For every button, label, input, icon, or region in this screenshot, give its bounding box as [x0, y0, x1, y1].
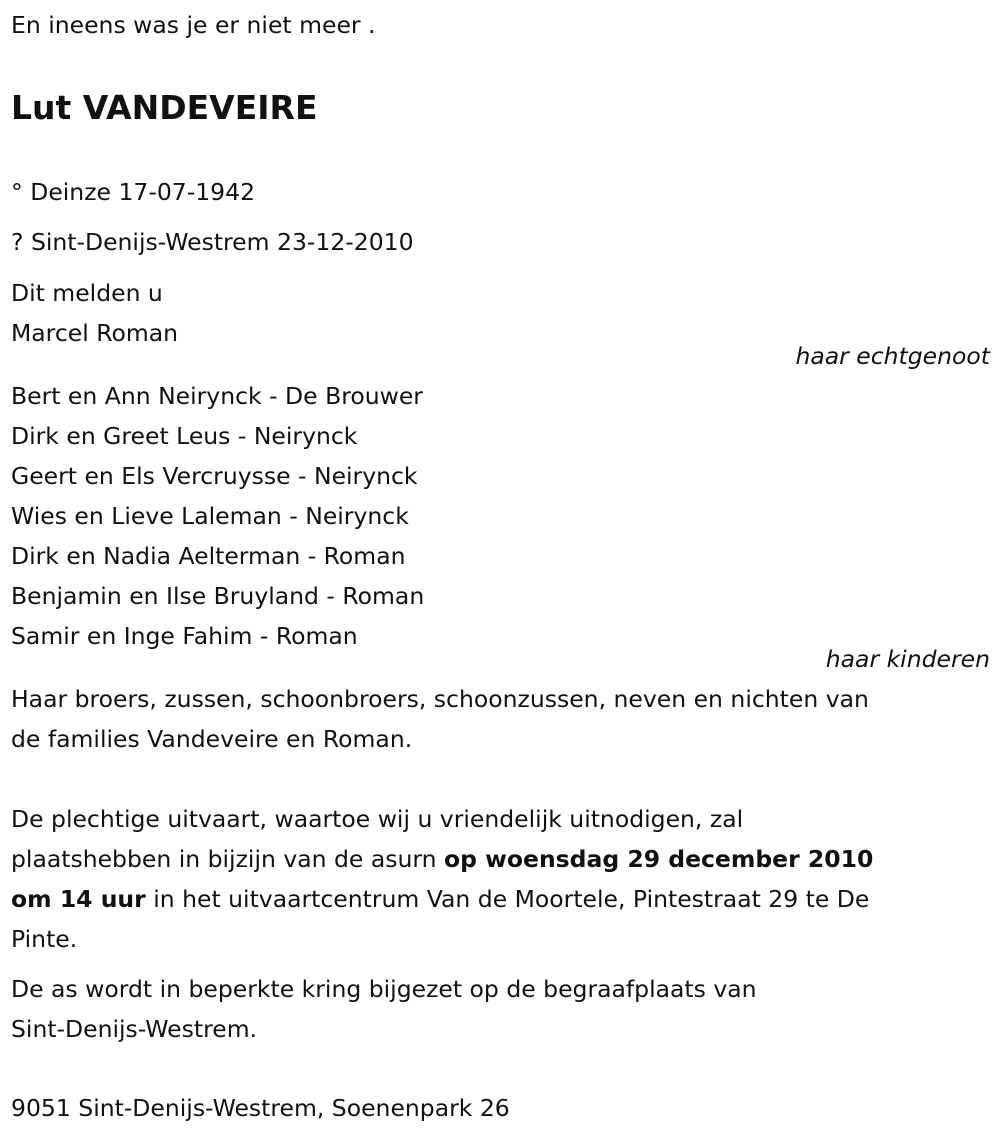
children-role: haar kinderen — [825, 645, 990, 673]
intro-text: En ineens was je er niet meer . — [11, 11, 376, 39]
family-text: Haar broers, zussen, schoonbroers, schoonzussen, neven en nichten van — [11, 685, 869, 713]
funeral-text — [11, 882, 869, 916]
funeral-location: in het uitvaartcentrum Van de Moortele, Pintestraat 29 te De — [145, 885, 870, 913]
ashes-text: Sint-Denijs-Westrem. — [11, 1015, 258, 1043]
address: 9051 Sint-Denijs-Westrem, Soenenpark 26 — [11, 1094, 510, 1122]
spouse-role: haar echtgenoot — [795, 342, 990, 370]
funeral-text: De plechtige uitvaart, waartoe wij u vriendelijk uitnodigen, zal — [11, 805, 744, 833]
spouse-name: Marcel Roman — [11, 319, 179, 347]
child-entry: Samir en Inge Fahim - Roman — [11, 622, 358, 650]
child-entry: Geert en Els Vercruysse - Neirynck — [11, 462, 418, 490]
family-text: de families Vandeveire en Roman. — [11, 725, 413, 753]
deceased-name: Lut VANDEVEIRE — [11, 88, 318, 127]
funeral-date: op woensdag 29 december 2010 — [444, 845, 874, 873]
child-entry: Bert en Ann Neirynck - De Brouwer — [11, 382, 423, 410]
funeral-time: om 14 uur — [11, 885, 146, 913]
child-entry: Wies en Lieve Laleman - Neirynck — [11, 502, 409, 530]
child-entry: Dirk en Nadia Aelterman - Roman — [11, 542, 406, 570]
ashes-text: De as wordt in beperkte kring bijgezet op de begraafplaats van — [11, 975, 757, 1003]
child-entry: Dirk en Greet Leus - Neirynck — [11, 422, 358, 450]
funeral-text-part: plaatshebben in bijzijn van de asurn — [11, 845, 445, 873]
funeral-text: Pinte. — [11, 925, 78, 953]
funeral-text — [11, 842, 873, 876]
announce-text: Dit melden u — [11, 279, 163, 307]
child-entry: Benjamin en Ilse Bruyland - Roman — [11, 582, 425, 610]
death-info: ? Sint-Denijs-Westrem 23-12-2010 — [11, 228, 414, 256]
birth-info: ° Deinze 17-07-1942 — [11, 178, 256, 206]
